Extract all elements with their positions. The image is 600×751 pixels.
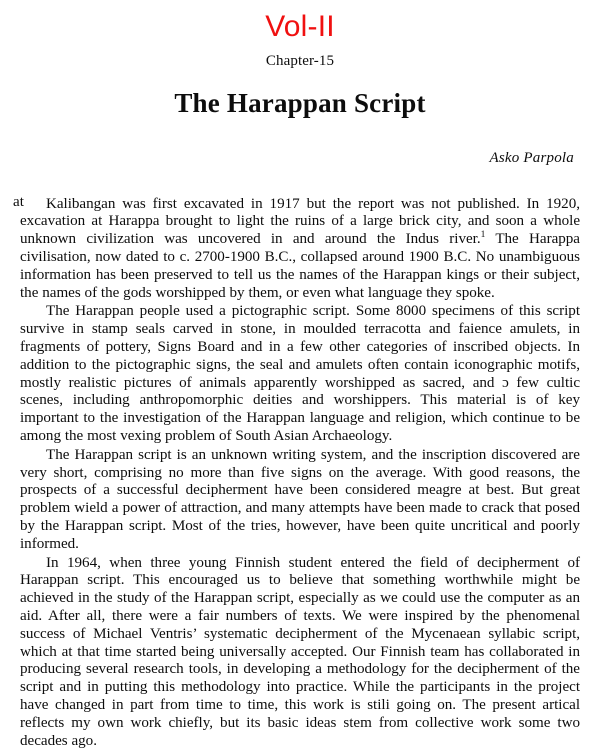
paragraph-text: Kalibangan was first excavated in 1917 but the report was not published. In 1920, excavation at Harappa brought to light the ruins of a large brick city, and soon a whole unknown civilization was uncovered in and around the Indus river. <box>20 195 580 248</box>
scan-artifact-fragment: at <box>13 194 24 210</box>
paragraph: The Harappan people used a pictographic script. Some 8000 specimens of this script survive in stamp seals carved in stone, in moulded terracotta and faience amulets, in fragments of pottery, Signs Board and in a few other categories of inscribed objects. In addition to the pictographic signs, the seal and amulets often contain iconographic motifs, mostly realistic pictures of animals apparently worshipped as sacred, and ɔ few cultic scenes, including anthropomorphic deities and worshippers. This material is of key important to the investigation of the Harappan language and religion, which continue to be among the most vexing problem of South Asian Archaeology. <box>20 303 580 445</box>
volume-title: Vol-II <box>265 10 335 43</box>
paragraph: The Harappan script is an unknown writing system, and the inscription discovered are very short, comprising no more than five signs on the average. With good reasons, the prospects of a successful decipherment have been considered meagre at best. But great problem wield a power of attraction, and many attempts have been made to crack that posed by the Harappan script. Most of the tries, however, have been quite uncritical and poorly informed. <box>20 446 580 552</box>
paragraph: In 1964, when three young Finnish student entered the field of decipherment of Harappan script. This encouraged us to believe that something worthwhile might be achieved in the study of the Harappan script, especially as we could use the computer as an aid. After all, there were a fair numbers of texts. We were inspired by the phenomenal success of Michael Ventris’ systematic decipherment of the Mycenaean syllabic script, which at that time started being universally accepted. Our Finnish team has collaborated in producing several research tools, in developing a methodology for the decipherment of the script and in putting this methodology into practice. While the participants in the project have changed in part from time to time, this work is stili going on. The present artical reflects my own work chiefly, but its basic ideas stem from collective work some two decades ago. <box>20 554 580 749</box>
chapter-title: The Harappan Script <box>174 88 426 118</box>
paragraph <box>20 196 580 303</box>
author-byline: Asko Parpola <box>489 149 574 166</box>
chapter-label: Chapter-15 <box>265 53 335 69</box>
footnote-reference: 1 <box>480 230 486 241</box>
body-text <box>20 196 580 751</box>
paragraph-text-continued: The Harappa civilisation, now dated to c. 2700-1900 B.C., collapsed around 1900 B.C. No unambiguous information has been preserved to tell us the names of the Harappan kings or their subject, the names of the gods worshipped by them, or even what language they spoke. <box>20 231 580 301</box>
